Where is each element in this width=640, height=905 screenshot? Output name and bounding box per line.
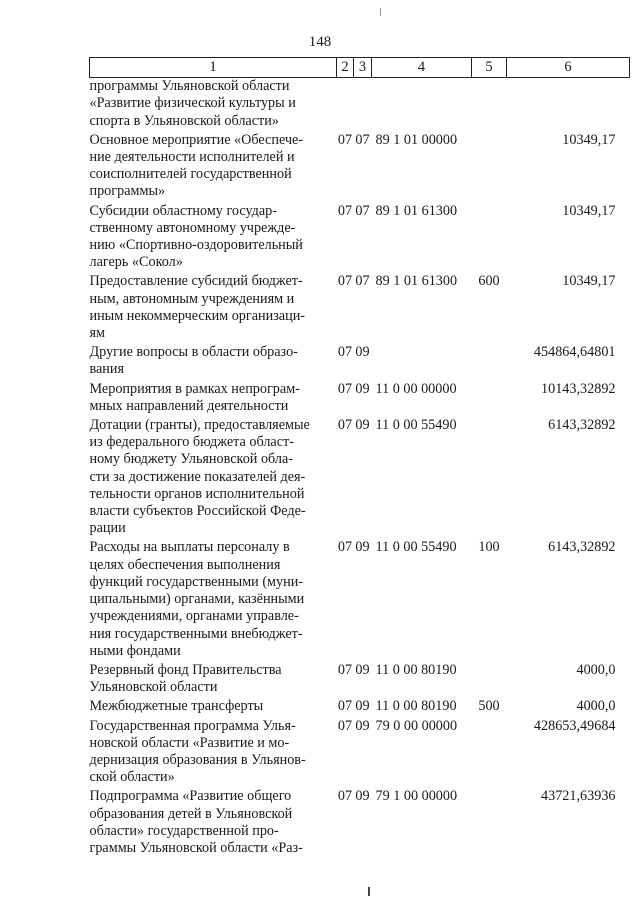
table-row xyxy=(90,271,630,342)
row-amount: 43721,63936 xyxy=(541,788,616,805)
row-section: 07 xyxy=(337,698,353,715)
row-name-line: ния государственными внебюджет- xyxy=(89,625,303,642)
table-row xyxy=(90,379,630,415)
header-col-6: 6 xyxy=(507,58,630,78)
table-row xyxy=(90,660,630,696)
row-name-line: ям xyxy=(89,325,106,342)
row-name-line: образования детей в Ульяновской xyxy=(89,805,293,822)
row-target-article: 89 1 01 00000 xyxy=(375,131,458,148)
row-name-line: нию «Спортивно-оздоровительный xyxy=(89,237,303,254)
row-name-line: власти субъектов Российской Феде- xyxy=(89,503,306,520)
row-section: 07 xyxy=(337,344,353,361)
row-section: 07 xyxy=(337,788,353,805)
row-name-line: ской области» xyxy=(89,769,175,786)
row-subsection: 09 xyxy=(355,661,370,678)
row-target-article: 11 0 00 80190 xyxy=(375,661,457,678)
row-expense-type: 100 xyxy=(478,539,500,556)
row-amount: 4000,0 xyxy=(576,698,616,715)
row-amount: 10349,17 xyxy=(562,131,616,148)
row-name-line: Расходы на выплаты персоналу в xyxy=(89,539,290,556)
table-row xyxy=(90,201,630,272)
table-row xyxy=(90,78,630,130)
row-amount: 10349,17 xyxy=(562,273,616,290)
row-name xyxy=(90,660,337,696)
row-name-line: дернизация образования в Ульянов- xyxy=(89,751,306,768)
table-row xyxy=(90,716,630,787)
row-expense-type xyxy=(472,716,507,787)
row-expense-type xyxy=(472,415,507,537)
header-col-3: 3 xyxy=(354,58,372,78)
row-subsection: 07 xyxy=(355,131,370,148)
row-subsection xyxy=(354,78,372,130)
row-name xyxy=(90,201,337,272)
row-name-line: вания xyxy=(89,361,125,378)
row-name-line: ным, автономным учреждениям и xyxy=(89,290,295,307)
header-col-2: 2 xyxy=(337,58,354,78)
row-section: 07 xyxy=(337,539,353,556)
row-amount: 6143,32892 xyxy=(548,417,616,434)
row-expense-type xyxy=(472,130,507,201)
row-name-line: ному бюджету Ульяновской обла- xyxy=(89,451,293,468)
table-row xyxy=(90,696,630,715)
row-amount: 10349,17 xyxy=(562,202,616,219)
table-row xyxy=(90,342,630,378)
row-name xyxy=(90,379,337,415)
row-name-line: спорта в Ульяновской области» xyxy=(89,112,279,129)
row-name-line: ние деятельности исполнителей и xyxy=(89,149,295,166)
row-name-line: Государственная программа Улья- xyxy=(89,717,296,734)
row-section: 07 xyxy=(337,131,353,148)
row-subsection: 09 xyxy=(355,344,370,361)
row-name-line: иным некоммерческим организаци- xyxy=(89,307,306,324)
row-expense-type xyxy=(472,201,507,272)
row-name-line: Резервный фонд Правительства xyxy=(89,661,282,678)
row-target-article: 79 0 00 00000 xyxy=(375,717,458,734)
row-name-line: лагерь «Сокол» xyxy=(89,254,183,271)
table-header-row xyxy=(90,58,630,78)
row-name-line: целях обеспечения выполнения xyxy=(89,556,281,573)
row-name-line: области» государственной про- xyxy=(89,822,279,839)
table-row xyxy=(90,537,630,659)
row-expense-type xyxy=(472,660,507,696)
row-name-line: Ульяновской области xyxy=(89,679,218,696)
row-subsection: 09 xyxy=(355,698,370,715)
row-amount: 4000,0 xyxy=(576,661,616,678)
row-expense-type xyxy=(472,786,507,857)
row-name-line: «Развитие физической культуры и xyxy=(89,95,296,112)
row-target-article: 11 0 00 80190 xyxy=(375,698,457,715)
row-name xyxy=(90,786,337,857)
row-name-line: новской области «Развитие и мо- xyxy=(89,734,290,751)
row-target-article: 11 0 00 00000 xyxy=(375,380,457,397)
scan-mark-top xyxy=(380,8,381,16)
row-expense-type xyxy=(472,78,507,130)
row-name-line: Основное мероприятие «Обеспече- xyxy=(89,131,304,148)
row-name xyxy=(90,78,337,130)
table-row xyxy=(90,130,630,201)
row-name-line: Дотации (гранты), предоставляемые xyxy=(89,417,310,434)
scan-mark-bottom xyxy=(368,887,370,896)
row-name-line: ственному автономному учрежде- xyxy=(89,219,296,236)
row-expense-type: 600 xyxy=(478,273,500,290)
row-section: 07 xyxy=(337,273,353,290)
row-name xyxy=(90,415,337,537)
row-name xyxy=(90,716,337,787)
row-subsection: 09 xyxy=(355,788,370,805)
row-name-line: Другие вопросы в области образо- xyxy=(89,344,298,361)
row-expense-type xyxy=(472,342,507,378)
budget-table xyxy=(89,57,630,857)
row-amount xyxy=(507,78,630,130)
row-name-line: ципальными) органами, казёнными xyxy=(89,591,305,608)
row-name-line: мных направлений деятельности xyxy=(89,397,289,414)
row-subsection: 09 xyxy=(355,417,370,434)
row-section: 07 xyxy=(337,202,353,219)
row-name-line: рации xyxy=(89,520,126,537)
row-subsection: 07 xyxy=(355,273,370,290)
row-amount: 428653,49684 xyxy=(533,717,616,734)
row-name-line: ными фондами xyxy=(89,642,181,659)
row-name-line: Подпрограмма «Развитие общего xyxy=(89,788,292,805)
row-name-line: программы Ульяновской области xyxy=(89,78,290,95)
row-name xyxy=(90,130,337,201)
row-section: 07 xyxy=(337,417,353,434)
table-row xyxy=(90,786,630,857)
row-subsection: 07 xyxy=(355,202,370,219)
row-name-line: из федерального бюджета област- xyxy=(89,434,294,451)
row-expense-type xyxy=(472,379,507,415)
row-section: 07 xyxy=(337,717,353,734)
row-name-line: учреждениями, органами управле- xyxy=(89,608,299,625)
header-col-4: 4 xyxy=(372,58,472,78)
row-name-line: программы» xyxy=(89,183,166,200)
header-col-1: 1 xyxy=(90,58,337,78)
row-name xyxy=(90,696,337,715)
row-name-line: тельности органов исполнительной xyxy=(89,485,305,502)
row-expense-type: 500 xyxy=(478,698,500,715)
row-target-article xyxy=(372,78,472,130)
row-name-line: сти за достижение показателей дея- xyxy=(89,468,306,485)
row-section: 07 xyxy=(337,380,353,397)
row-section xyxy=(337,78,354,130)
row-name-line: соисполнителей государственной xyxy=(89,166,292,183)
row-name-line: Предоставление субсидий бюджет- xyxy=(89,273,303,290)
row-target-article: 89 1 01 61300 xyxy=(375,273,458,290)
row-section: 07 xyxy=(337,661,353,678)
row-name xyxy=(90,342,337,378)
row-amount: 454864,64801 xyxy=(533,344,616,361)
row-name-line: Мероприятия в рамках непрограм- xyxy=(89,380,300,397)
row-target-article: 11 0 00 55490 xyxy=(375,539,457,556)
row-subsection: 09 xyxy=(355,380,370,397)
row-name-line: граммы Ульяновской области «Раз- xyxy=(89,839,303,856)
row-target-article xyxy=(372,342,472,378)
row-name-line: Субсидии областному государ- xyxy=(89,202,277,219)
row-target-article: 11 0 00 55490 xyxy=(375,417,457,434)
table-row xyxy=(90,415,630,537)
row-amount: 6143,32892 xyxy=(548,539,616,556)
row-amount: 10143,32892 xyxy=(541,380,616,397)
row-name xyxy=(90,537,337,659)
row-subsection: 09 xyxy=(355,717,370,734)
row-target-article: 79 1 00 00000 xyxy=(375,788,458,805)
page-number: 148 xyxy=(308,34,332,50)
header-col-5: 5 xyxy=(472,58,507,78)
row-name-line: Межбюджетные трансферты xyxy=(89,698,264,715)
row-name-line: функций государственными (муни- xyxy=(89,573,304,590)
row-name xyxy=(90,271,337,342)
row-target-article: 89 1 01 61300 xyxy=(375,202,458,219)
row-subsection: 09 xyxy=(355,539,370,556)
